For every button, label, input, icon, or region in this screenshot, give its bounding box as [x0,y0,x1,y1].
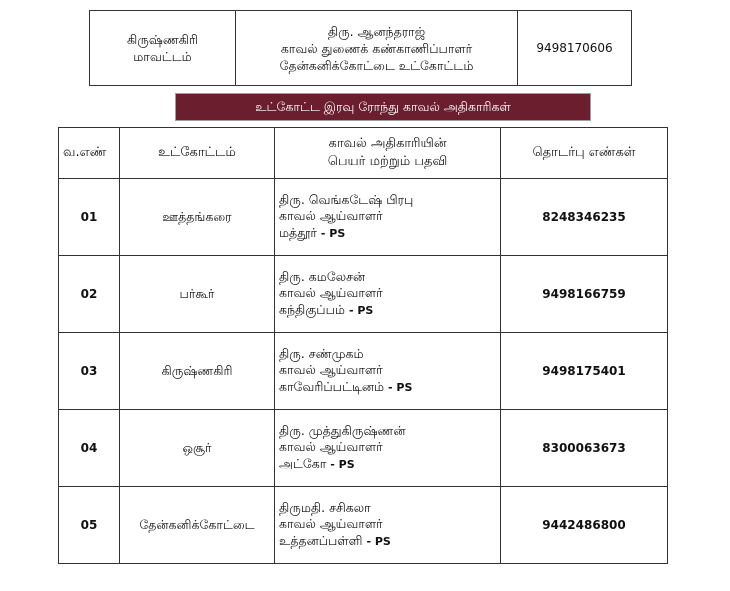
row-phone: 9442486800 [501,487,668,564]
row-officer [275,333,501,410]
district-phone: 9498170606 [536,40,613,55]
district-phone-cell [518,11,632,86]
row-phone: 8300063673 [501,410,668,487]
district-officer-cell [236,11,518,86]
officer-station: காவேரிப்பட்டினம் [279,378,385,394]
row-serial: 02 [59,256,120,333]
officer-rank: காவல் ஆய்வாளர் [279,439,383,455]
officer-rank: காவல் ஆய்வாளர் [279,516,383,532]
officer-name: திரு. வெங்கடேஷ் பிரபு [279,191,414,207]
officer-name: திரு. கமலேசன் [279,268,366,284]
row-subdivision: கிருஷ்ணகிரி [120,333,275,410]
officer-name: திரு. சண்முகம் [279,345,364,361]
officer-station: அட்கோ [279,455,327,471]
police-station-suffix: - PS [388,380,413,394]
row-subdivision: ஒசூர் [120,410,275,487]
table-row [59,256,668,333]
district-officer-table [89,10,632,86]
officer-station-line [279,225,500,243]
police-station-suffix: - PS [348,303,374,317]
police-station-suffix: - PS [330,457,355,471]
row-phone: 9498175401 [501,333,668,410]
table-row [59,333,668,410]
header-serial: வ.எண் [59,128,120,179]
banner-title: உட்கோட்ட இரவு ரோந்து காவல் அதிகாரிகள் [255,99,511,114]
table-row [59,410,668,487]
police-station-suffix: - PS [320,226,346,240]
district-officer-row [90,11,632,86]
district-label: மாவட்டம் [133,49,192,64]
row-serial: 04 [59,410,120,487]
police-station-suffix: - PS [366,534,391,548]
officer-station-line [279,533,500,551]
district-officer-rank: காவல் துணைக் கண்காணிப்பாளர் [280,40,473,56]
table-row [59,487,668,564]
row-serial: 01 [59,179,120,256]
row-subdivision: ஊத்தங்கரை [120,179,275,256]
district-officer-name: திரு. ஆனந்தராஜ் [327,23,426,39]
officer-station-line [279,456,500,474]
officer-rank: காவல் ஆய்வாளர் [279,285,383,301]
officer-name: திரு. முத்துகிருஷ்ணன் [279,422,406,438]
row-phone: 8248346235 [501,179,668,256]
table-header-row [59,128,668,179]
section-banner [176,94,590,120]
row-officer [275,487,501,564]
table-row [59,179,668,256]
officer-rank: காவல் ஆய்வாளர் [279,362,383,378]
header-officer-line1: காவல் அதிகாரியின் [328,136,447,151]
night-patrol-officers-table [58,127,668,564]
officer-station: கந்திகுப்பம் [279,301,345,317]
header-officer-line2: பெயர் மற்றும் பதவி [327,154,448,169]
officer-name: திருமதி. சசிகலா [279,499,371,515]
header-officer [275,128,501,179]
officer-station-line [279,379,500,397]
officer-station-line [279,302,500,320]
row-subdivision: பர்கூர் [120,256,275,333]
row-subdivision: தேன்கனிக்கோட்டை [120,487,275,564]
row-serial: 05 [59,487,120,564]
header-subdivision: உட்கோட்டம் [120,128,275,179]
district-officer-subdivision: தேன்கனிக்கோட்டை உட்கோட்டம் [279,57,474,73]
officer-station: உத்தனப்பள்ளி [279,532,363,548]
row-officer [275,410,501,487]
district-name: கிருஷ்ணகிரி [127,32,198,47]
district-name-cell [90,11,236,86]
row-officer [275,256,501,333]
row-officer [275,179,501,256]
row-serial: 03 [59,333,120,410]
officer-rank: காவல் ஆய்வாளர் [279,208,383,224]
row-phone: 9498166759 [501,256,668,333]
header-contact: தொடர்பு எண்கள் [501,128,668,179]
officer-station: மத்தூர் [279,224,317,240]
